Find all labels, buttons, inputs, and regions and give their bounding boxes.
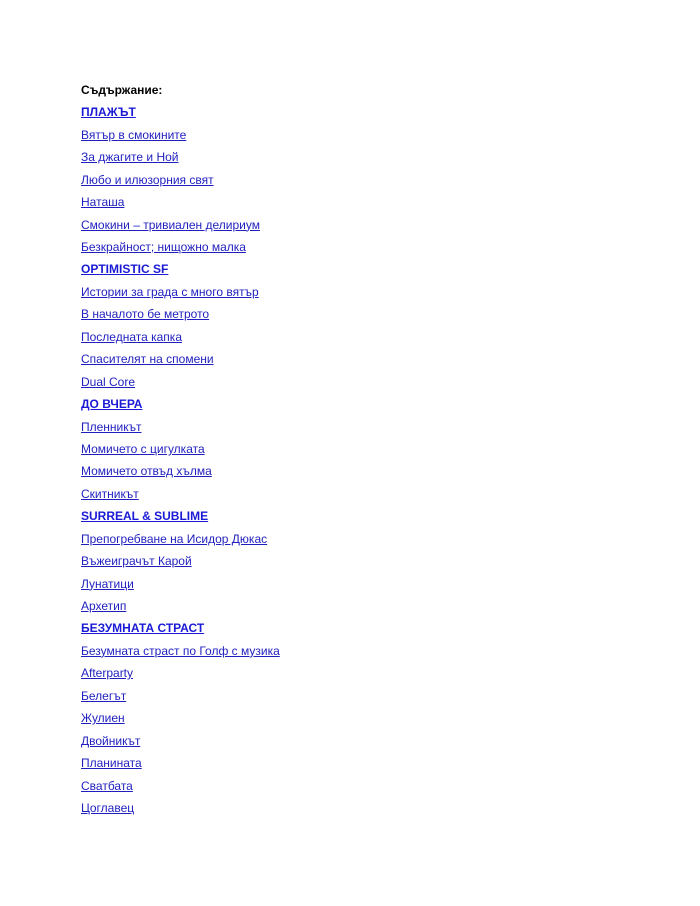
toc-entry-link[interactable]: Любо и илюзорния свят <box>81 172 214 187</box>
toc-entry-item <box>81 463 641 485</box>
toc-section-link[interactable]: OPTIMISTIC SF <box>81 262 169 277</box>
toc-entry-item <box>81 486 641 508</box>
toc-entry-item <box>81 688 641 710</box>
toc-entry-item <box>81 239 641 261</box>
toc-section-item <box>81 396 641 418</box>
toc-entry-item <box>81 576 641 598</box>
toc-entry-link[interactable]: Сватбата <box>81 778 133 793</box>
toc-entry-item <box>81 800 641 822</box>
toc-entry-link[interactable]: Жулиен <box>81 711 125 726</box>
toc-entry-link[interactable]: Цоглавец <box>81 800 135 815</box>
toc-entry-item <box>81 441 641 463</box>
toc-entry-item <box>81 217 641 239</box>
toc-entry-item <box>81 284 641 306</box>
toc-entry-item <box>81 329 641 351</box>
toc-list <box>81 104 641 822</box>
toc-entry-item <box>81 665 641 687</box>
toc-entry-link[interactable]: Въжеиграчът Карой <box>81 554 192 569</box>
toc-entry-link[interactable]: Лунатици <box>81 576 134 591</box>
toc-entry-link[interactable]: Последната капка <box>81 329 182 344</box>
toc-entry-link[interactable]: Безумната страст по Голф с музика <box>81 643 280 658</box>
toc-entry-item <box>81 172 641 194</box>
toc-entry-link[interactable]: Архетип <box>81 599 127 614</box>
toc-entry-link[interactable]: Безкрайност; нищожно малка <box>81 240 246 255</box>
toc-entry-item <box>81 149 641 171</box>
toc-entry-link[interactable]: Наташа <box>81 195 125 210</box>
toc-heading: Съдържание: <box>81 83 163 97</box>
toc-entry-link[interactable]: В началото бе метрото <box>81 307 210 322</box>
toc-entry-link[interactable]: Dual Core <box>81 374 136 389</box>
toc-entry-item <box>81 306 641 328</box>
toc-entry-item <box>81 127 641 149</box>
toc-section-item <box>81 508 641 530</box>
toc-section-link[interactable]: ДО ВЧЕРА <box>81 397 143 412</box>
toc-section-item <box>81 261 641 283</box>
toc-entry-link[interactable]: За джагите и Ной <box>81 150 179 165</box>
toc-entry-item <box>81 778 641 800</box>
toc-entry-item <box>81 194 641 216</box>
toc-entry-item <box>81 531 641 553</box>
toc-entry-item <box>81 710 641 732</box>
toc-entry-link[interactable]: Вятър в смокините <box>81 127 187 142</box>
toc-entry-link[interactable]: Момичето с цигулката <box>81 441 205 456</box>
toc-entry-link[interactable]: Скитникът <box>81 486 139 501</box>
toc-entry-item <box>81 419 641 441</box>
toc-entry-item <box>81 733 641 755</box>
toc-section-link[interactable]: ПЛАЖЪТ <box>81 105 136 120</box>
toc-entry-link[interactable]: Смокини – тривиален делириум <box>81 217 260 232</box>
toc-section-item <box>81 104 641 126</box>
toc-entry-link[interactable]: Пленникът <box>81 419 142 434</box>
toc-entry-link[interactable]: Момичето отвъд хълма <box>81 464 212 479</box>
toc-entry-item <box>81 755 641 777</box>
toc-section-link[interactable]: SURREAL & SUBLIME <box>81 509 209 524</box>
toc-entry-item <box>81 374 641 396</box>
table-of-contents <box>81 82 641 822</box>
toc-entry-link[interactable]: Afterparty <box>81 666 134 681</box>
toc-entry-link[interactable]: Двойникът <box>81 733 141 748</box>
toc-entry-link[interactable]: Белегът <box>81 688 127 703</box>
toc-section-link[interactable]: БЕЗУМНАТА СТРАСТ <box>81 621 205 636</box>
toc-section-item <box>81 620 641 642</box>
toc-entry-link[interactable]: Истории за града с много вятър <box>81 284 259 299</box>
toc-entry-item <box>81 553 641 575</box>
toc-entry-link[interactable]: Планината <box>81 756 142 771</box>
toc-entry-item <box>81 598 641 620</box>
toc-entry-link[interactable]: Препогребване на Исидор Дюкас <box>81 531 268 546</box>
toc-entry-item <box>81 351 641 373</box>
toc-entry-item <box>81 643 641 665</box>
toc-entry-link[interactable]: Спасителят на спомени <box>81 352 214 367</box>
